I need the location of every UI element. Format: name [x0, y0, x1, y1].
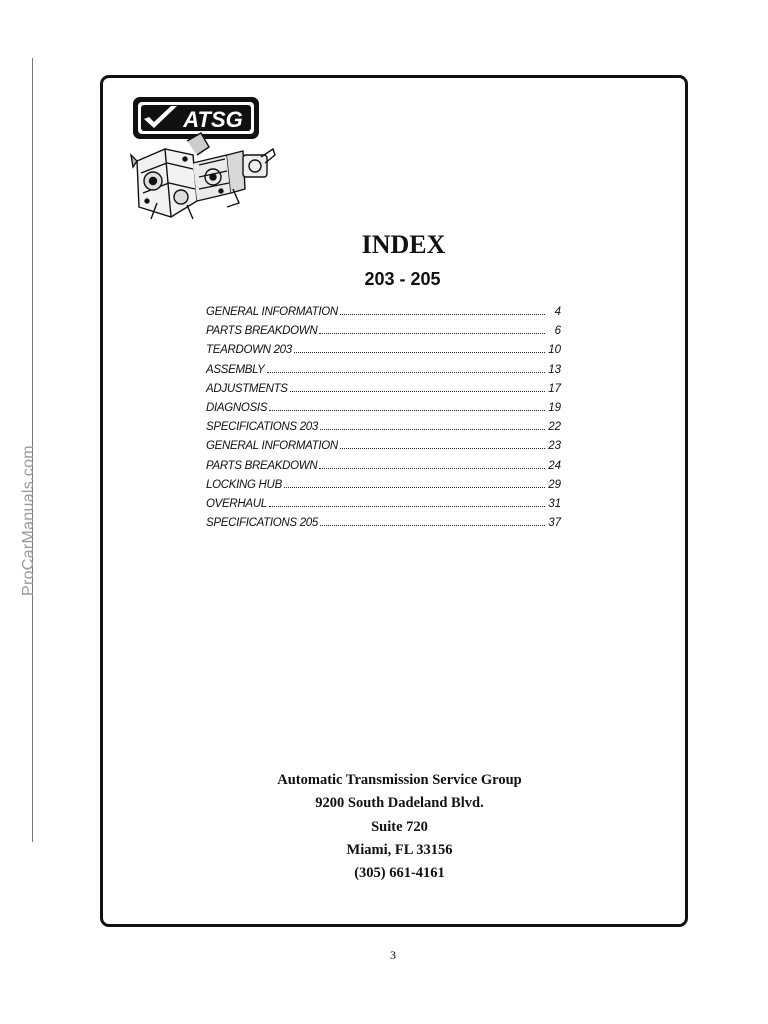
toc-page: 23: [548, 440, 561, 453]
index-subtitle: 203 - 205: [364, 269, 441, 289]
toc-leader: [290, 391, 545, 392]
toc-label: DIAGNOSIS: [206, 401, 268, 414]
toc-page: 37: [548, 517, 561, 530]
transfer-case-icon: [131, 133, 275, 219]
toc-entry: [206, 344, 561, 363]
toc-label: GENERAL INFORMATION: [206, 306, 338, 318]
table-of-contents: [206, 306, 561, 536]
page-number: 3: [390, 948, 396, 962]
toc-page: 29: [548, 478, 561, 491]
toc-entry: [206, 402, 561, 421]
toc-entry: [206, 517, 561, 536]
toc-label: ASSEMBLY: [206, 363, 265, 376]
toc-label: OVERHAUL: [206, 497, 267, 510]
toc-entry: [206, 498, 561, 517]
toc-leader: [340, 314, 545, 315]
toc-entry: [206, 383, 561, 402]
toc-label: SPECIFICATIONS 205: [206, 517, 318, 530]
toc-label: GENERAL INFORMATION: [206, 440, 338, 453]
logo-text: ATSG: [183, 107, 243, 132]
company-address: [103, 769, 685, 885]
watermark: ProCarManuals.com: [20, 445, 37, 596]
toc-leader: [294, 352, 545, 353]
toc-label: PARTS BREAKDOWN: [206, 459, 318, 472]
toc-leader: [267, 372, 545, 373]
toc-label: ADJUSTMENTS: [206, 382, 288, 395]
toc-entry: [206, 364, 561, 383]
company-name: Automatic Transmission Service Group: [277, 772, 522, 788]
toc-leader: [320, 525, 545, 526]
city-state-zip: Miami, FL 33156: [346, 841, 453, 858]
toc-leader: [269, 506, 545, 507]
toc-page: 22: [548, 421, 561, 434]
toc-label: SPECIFICATIONS 203: [206, 421, 318, 434]
page-frame: [100, 75, 688, 927]
toc-entry: [206, 306, 561, 325]
toc-leader: [340, 448, 545, 449]
toc-page: 19: [548, 401, 561, 414]
toc-leader: [284, 487, 545, 488]
index-title: INDEX: [361, 230, 446, 259]
toc-leader: [320, 429, 545, 430]
toc-page: 4: [554, 306, 561, 318]
toc-entry: [206, 479, 561, 498]
street-address: 9200 South Dadeland Blvd.: [315, 795, 484, 812]
toc-page: 17: [548, 382, 561, 395]
toc-page: 6: [554, 325, 561, 338]
toc-entry: [206, 325, 561, 344]
toc-leader: [319, 468, 545, 469]
toc-label: LOCKING HUB: [206, 478, 282, 491]
toc-label: PARTS BREAKDOWN: [206, 325, 318, 338]
toc-page: 10: [548, 344, 561, 357]
toc-page: 13: [548, 363, 561, 376]
toc-page: 24: [548, 459, 561, 472]
toc-page: 31: [548, 497, 561, 510]
toc-label: TEARDOWN 203: [206, 344, 292, 357]
atsg-logo: [127, 93, 277, 225]
toc-leader: [319, 333, 545, 334]
toc-leader: [269, 410, 545, 411]
toc-entry: [206, 440, 561, 459]
toc-entry: [206, 460, 561, 479]
toc-entry: [206, 421, 561, 440]
phone-number: (305) 661-4161: [354, 865, 445, 882]
suite: Suite 720: [371, 818, 428, 835]
